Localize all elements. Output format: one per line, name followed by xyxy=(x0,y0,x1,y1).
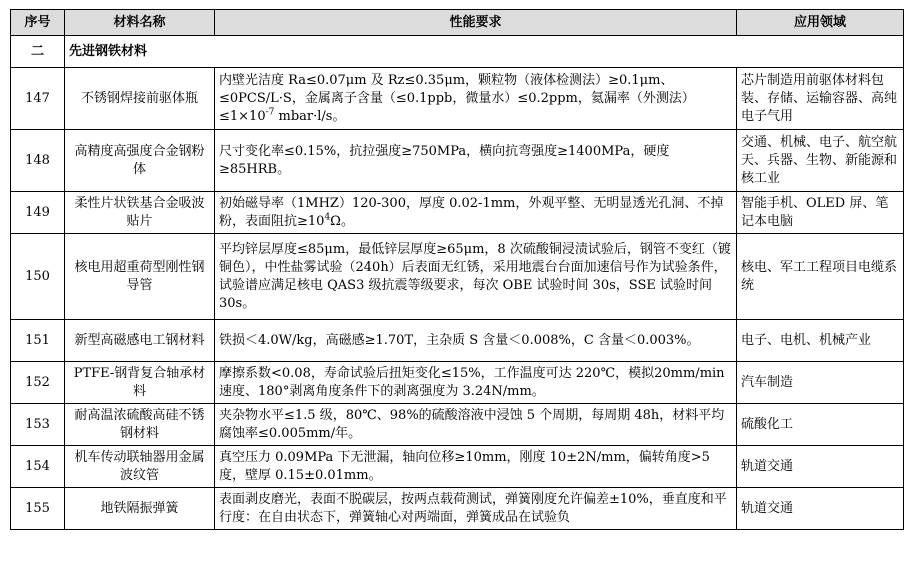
exponent: -7 xyxy=(265,107,275,118)
row-number: 152 xyxy=(11,362,65,404)
row-number: 147 xyxy=(11,68,65,130)
material-name: 耐高温浓硫酸高硅不锈钢材料 xyxy=(65,404,215,446)
table-row xyxy=(11,320,904,362)
row-number: 149 xyxy=(11,192,65,234)
table-row xyxy=(11,192,904,234)
requirements-text: 真空压力 0.09MPa 下无泄漏，轴向位移≥10mm，刚度 10±2N/mm，偏转角度>5 度，壁厚 0.15±0.01mm。 xyxy=(215,446,737,488)
requirements-text: 铁损＜4.0W/kg，高磁感≥1.70T，主杂质 S 含量＜0.008%，C 含量＜0.003%。 xyxy=(215,320,737,362)
requirements-tail: mbar·l/s。 xyxy=(274,108,346,124)
table-row xyxy=(11,446,904,488)
table-row xyxy=(11,488,904,530)
header-row xyxy=(11,10,904,36)
requirements-text: 平均锌层厚度≤85μm，最低锌层厚度≥65μm，8 次硫酸铜浸渍试验后，钢管不变红（镀铜色），中性盐雾试验（240h）后表面无红锈，采用地震台台面加速信号作为试验条件，试验谱应满足核电 QAS3 级抗震等级要求，每次 OBE 试验时间 30s，SSE 试验时间 30s。 xyxy=(215,234,737,320)
application-field: 电子、电机、机械产业 xyxy=(737,320,904,362)
row-number: 154 xyxy=(11,446,65,488)
application-field: 轨道交通 xyxy=(737,446,904,488)
requirements-text: 摩擦系数<0.08，寿命试验后扭矩变化≤15%，工作温度可达 220℃，模拟20mm/min 速度、180°剥离角度条件下的剥离强度为 3.24N/mm。 xyxy=(215,362,737,404)
table-row xyxy=(11,68,904,130)
exponent: 4 xyxy=(324,212,331,223)
section-number: 二 xyxy=(11,36,65,68)
material-name: 高精度高强度合金钢粉体 xyxy=(65,130,215,192)
material-name: 新型高磁感电工钢材料 xyxy=(65,320,215,362)
application-field: 交通、机械、电子、航空航天、兵器、生物、新能源和核工业 xyxy=(737,130,904,192)
table-row xyxy=(11,404,904,446)
material-name: 不锈钢焊接前驱体瓶 xyxy=(65,68,215,130)
requirements-cell xyxy=(215,192,737,234)
requirements-text: 尺寸变化率≤0.15%，抗拉强度≥750MPa，横向抗弯强度≥1400MPa，硬度≥85HRB。 xyxy=(215,130,737,192)
section-row xyxy=(11,36,904,68)
material-name: PTFE-钢背复合轴承材料 xyxy=(65,362,215,404)
materials-table xyxy=(10,9,904,530)
material-name: 地铁隔振弹簧 xyxy=(65,488,215,530)
material-name: 核电用超重荷型刚性钢导管 xyxy=(65,234,215,320)
requirements-text: 内壁光洁度 Ra≤0.07μm 及 Rz≤0.35μm，颗粒物（液体检测法）≥0.1μm、≤0PCS/L·S，金属离子含量（≤0.1ppb，微量水）≤0.2ppm，氦漏率（外测法）≤1×10 xyxy=(219,72,695,124)
material-name: 机车传动联轴器用金属波纹管 xyxy=(65,446,215,488)
table-row xyxy=(11,362,904,404)
table-row xyxy=(11,130,904,192)
requirements-text: 夹杂物水平≤1.5 级，80℃、98%的硫酸溶液中浸蚀 5 个周期，每周期 48h，材料平均腐蚀率≤0.005mm/年。 xyxy=(215,404,737,446)
requirements-tail: Ω。 xyxy=(330,213,354,229)
material-name: 柔性片状铁基合金吸波贴片 xyxy=(65,192,215,234)
requirements-text: 表面剥皮磨光，表面不脱碳层，按两点载荷测试，弹簧刚度允许偏差±10%，垂直度和平行度：在自由状态下，弹簧轴心对两端面，弹簧成品在试验负 xyxy=(215,488,737,530)
application-field: 汽车制造 xyxy=(737,362,904,404)
row-number: 148 xyxy=(11,130,65,192)
table-row xyxy=(11,234,904,320)
requirements-cell xyxy=(215,68,737,130)
application-field: 核电、军工工程项目电缆系统 xyxy=(737,234,904,320)
row-number: 153 xyxy=(11,404,65,446)
application-field: 芯片制造用前驱体材料包装、存储、运输容器、高纯电子气用 xyxy=(737,68,904,130)
header-application: 应用领域 xyxy=(737,10,904,36)
header-num: 序号 xyxy=(11,10,65,36)
section-title: 先进钢铁材料 xyxy=(65,36,904,68)
header-requirements: 性能要求 xyxy=(215,10,737,36)
application-field: 轨道交通 xyxy=(737,488,904,530)
row-number: 150 xyxy=(11,234,65,320)
requirements-text: 初始磁导率（1MHZ）120-300，厚度 0.02-1mm，外观平整、无明显透光孔洞、不掉粉，表面阻抗≥10 xyxy=(219,195,724,229)
header-name: 材料名称 xyxy=(65,10,215,36)
row-number: 151 xyxy=(11,320,65,362)
application-field: 智能手机、OLED 屏、笔记本电脑 xyxy=(737,192,904,234)
application-field: 硫酸化工 xyxy=(737,404,904,446)
row-number: 155 xyxy=(11,488,65,530)
